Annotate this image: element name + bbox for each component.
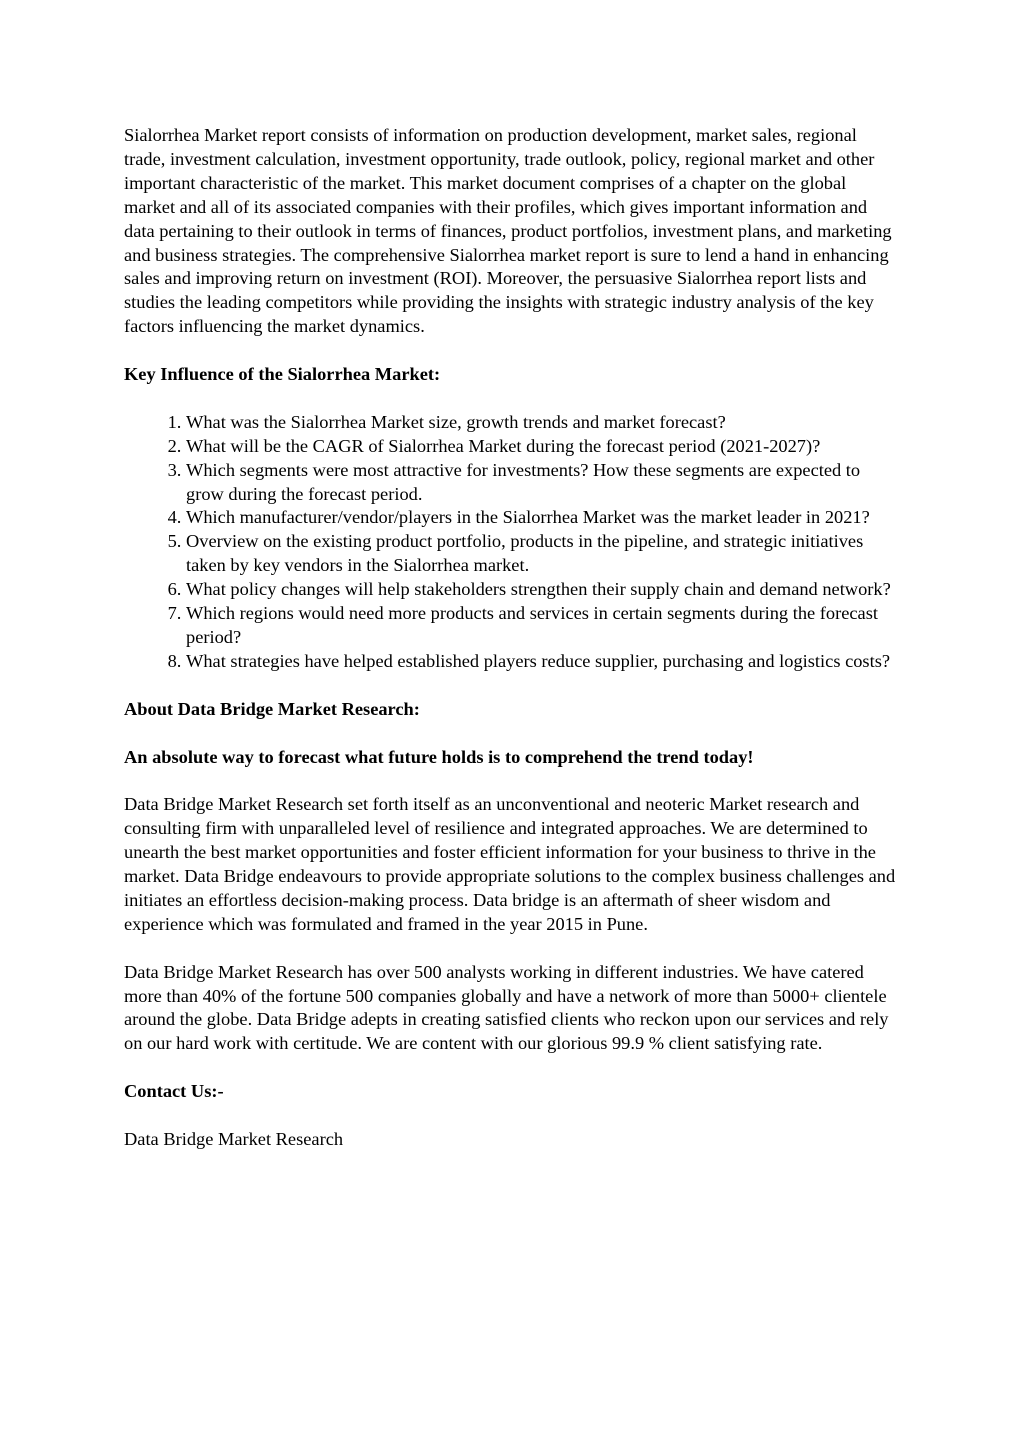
- about-paragraph-2: Data Bridge Market Research has over 500 analysts working in different industries. We have catered more than 40% of the fortune 500 companies globally and have a network of more than 5000+ clientele around the globe. Data Bridge adepts in creating satisfied clients who reckon upon our services and rely on our hard work with certitude. We are content with our glorious 99.9 % client satisfying rate.: [124, 961, 889, 1054]
- key-influence-heading: Key Influence of the Sialorrhea Market:: [124, 364, 441, 385]
- list-item: 5. Overview on the existing product portfolio, products in the pipeline, and strategic initiatives taken by key vendors in the Sialorrhea market.: [186, 530, 900, 578]
- list-item: 4. Which manufacturer/vendor/players in the Sialorrhea Market was the market leader in 2021?: [186, 506, 900, 530]
- contact-company: Data Bridge Market Research: [124, 1128, 344, 1149]
- contact-heading: Contact Us:-: [124, 1081, 224, 1102]
- about-paragraph-1: Data Bridge Market Research set forth itself as an unconventional and neoteric Market research and consulting firm with unparalleled level of resilience and integrated approaches. We are determined to unearth the best market opportunities and foster efficient information for your business to thrive in the market. Data Bridge endeavours to provide appropriate solutions to the complex business challenges and initiates an effortless decision-making process. Data bridge is an aftermath of sheer wisdom and experience which was formulated and framed in the year 2015 in Pune.: [124, 794, 896, 934]
- intro-paragraph: Sialorrhea Market report consists of information on production development, market sales, regional trade, investment calculation, investment opportunity, trade outlook, policy, regional market and other important characteristic of the market. This market document comprises of a chapter on the global market and all of its associated companies with their profiles, which gives important information and data pertaining to their outlook in terms of finances, product portfolios, investment plans, and marketing and business strategies. The comprehensive Sialorrhea market report is sure to lend a hand in enhancing sales and improving return on investment (ROI). Moreover, the persuasive Sialorrhea report lists and studies the leading competitors while providing the insights with strategic industry analysis of the key factors influencing the market dynamics.: [124, 125, 892, 337]
- list-item: 2. What will be the CAGR of Sialorrhea Market during the forecast period (2021-2027)?: [186, 435, 900, 459]
- questions-list: [124, 411, 900, 674]
- list-item: 6. What policy changes will help stakeholders strengthen their supply chain and demand network?: [186, 578, 900, 602]
- list-item: 1. What was the Sialorrhea Market size, growth trends and market forecast?: [186, 411, 900, 435]
- about-heading: About Data Bridge Market Research:: [124, 698, 420, 719]
- document-body: [124, 124, 900, 1152]
- list-item: 8. What strategies have helped established players reduce supplier, purchasing and logistics costs?: [186, 650, 900, 674]
- list-item: 3. Which segments were most attractive for investments? How these segments are expected to grow during the forecast period.: [186, 459, 900, 507]
- about-tagline: An absolute way to forecast what future holds is to comprehend the trend today!: [124, 746, 754, 767]
- list-item: 7. Which regions would need more products and services in certain segments during the forecast period?: [186, 602, 900, 650]
